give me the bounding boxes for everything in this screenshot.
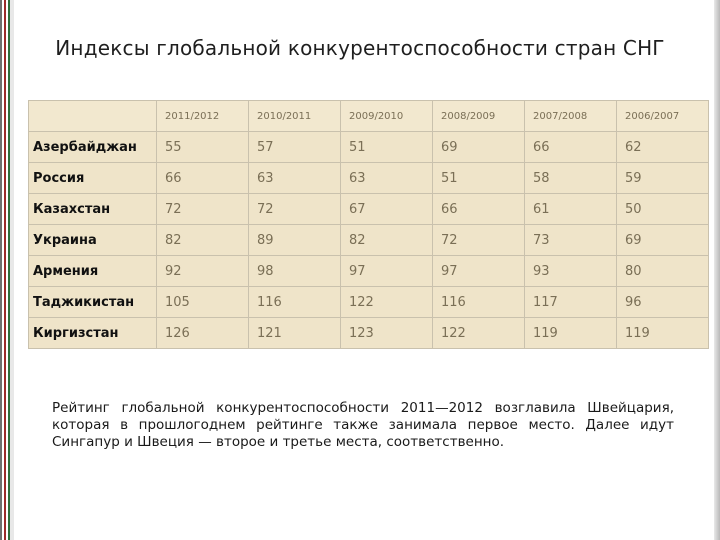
- competitiveness-table-container: [28, 100, 708, 349]
- table-cell: 126: [157, 318, 249, 349]
- table-cell: 62: [617, 132, 709, 163]
- table-cell: 116: [433, 287, 525, 318]
- table-header-cell: 2011/2012: [157, 101, 249, 132]
- table-cell: 97: [341, 256, 433, 287]
- table-header-cell: 2008/2009: [433, 101, 525, 132]
- table-cell: 51: [433, 163, 525, 194]
- table-cell: 66: [157, 163, 249, 194]
- table-cell: 97: [433, 256, 525, 287]
- table-cell: 55: [157, 132, 249, 163]
- table-cell: 72: [157, 194, 249, 225]
- table-header-row: [29, 101, 709, 132]
- table-cell: 58: [525, 163, 617, 194]
- table-cell: 93: [525, 256, 617, 287]
- table-cell: 119: [617, 318, 709, 349]
- table-cell: 50: [617, 194, 709, 225]
- table-cell: 72: [433, 225, 525, 256]
- table-cell: 63: [249, 163, 341, 194]
- table-cell: 66: [525, 132, 617, 163]
- table-cell: 121: [249, 318, 341, 349]
- country-name: Украина: [29, 225, 157, 256]
- table-cell: 123: [341, 318, 433, 349]
- country-name: Казахстан: [29, 194, 157, 225]
- table-cell: 59: [617, 163, 709, 194]
- table-cell: 73: [525, 225, 617, 256]
- table-cell: 116: [249, 287, 341, 318]
- table-row: [29, 225, 709, 256]
- table-row: [29, 256, 709, 287]
- table-cell: 69: [617, 225, 709, 256]
- table-cell: 57: [249, 132, 341, 163]
- left-decorative-border: [0, 0, 14, 540]
- right-decorative-border: [714, 0, 720, 540]
- summary-paragraph: Рейтинг глобальной конкурентоспособности 2011—2012 возглавила Швейцария, которая в прошлогоднем рейтинге также занимала первое место. Далее идут Сингапур и Швеция — второе и третье места, соответственно.: [52, 400, 674, 450]
- table-cell: 122: [433, 318, 525, 349]
- table-row: [29, 287, 709, 318]
- table-row: [29, 318, 709, 349]
- table-cell: 51: [341, 132, 433, 163]
- table-cell: 122: [341, 287, 433, 318]
- table-cell: 96: [617, 287, 709, 318]
- table-cell: 61: [525, 194, 617, 225]
- table-cell: 98: [249, 256, 341, 287]
- table-cell: 82: [341, 225, 433, 256]
- table-cell: 63: [341, 163, 433, 194]
- table-row: [29, 132, 709, 163]
- country-name: Таджикистан: [29, 287, 157, 318]
- table-header-cell: 2007/2008: [525, 101, 617, 132]
- table-cell: 66: [433, 194, 525, 225]
- table-cell: 80: [617, 256, 709, 287]
- table-row: [29, 163, 709, 194]
- table-header-cell: 2009/2010: [341, 101, 433, 132]
- table-cell: 119: [525, 318, 617, 349]
- table-cell: 92: [157, 256, 249, 287]
- table-cell: 69: [433, 132, 525, 163]
- table-cell: 72: [249, 194, 341, 225]
- table-cell: 67: [341, 194, 433, 225]
- table-row: [29, 194, 709, 225]
- country-name: Армения: [29, 256, 157, 287]
- table-header-corner: [29, 101, 157, 132]
- table-header-cell: 2010/2011: [249, 101, 341, 132]
- country-name: Азербайджан: [29, 132, 157, 163]
- country-name: Киргизстан: [29, 318, 157, 349]
- competitiveness-table: [28, 100, 709, 349]
- slide-title: Индексы глобальной конкурентоспособности стран СНГ: [55, 36, 665, 60]
- table-cell: 89: [249, 225, 341, 256]
- table-header-cell: 2006/2007: [617, 101, 709, 132]
- country-name: Россия: [29, 163, 157, 194]
- table-cell: 82: [157, 225, 249, 256]
- table-cell: 105: [157, 287, 249, 318]
- table-cell: 117: [525, 287, 617, 318]
